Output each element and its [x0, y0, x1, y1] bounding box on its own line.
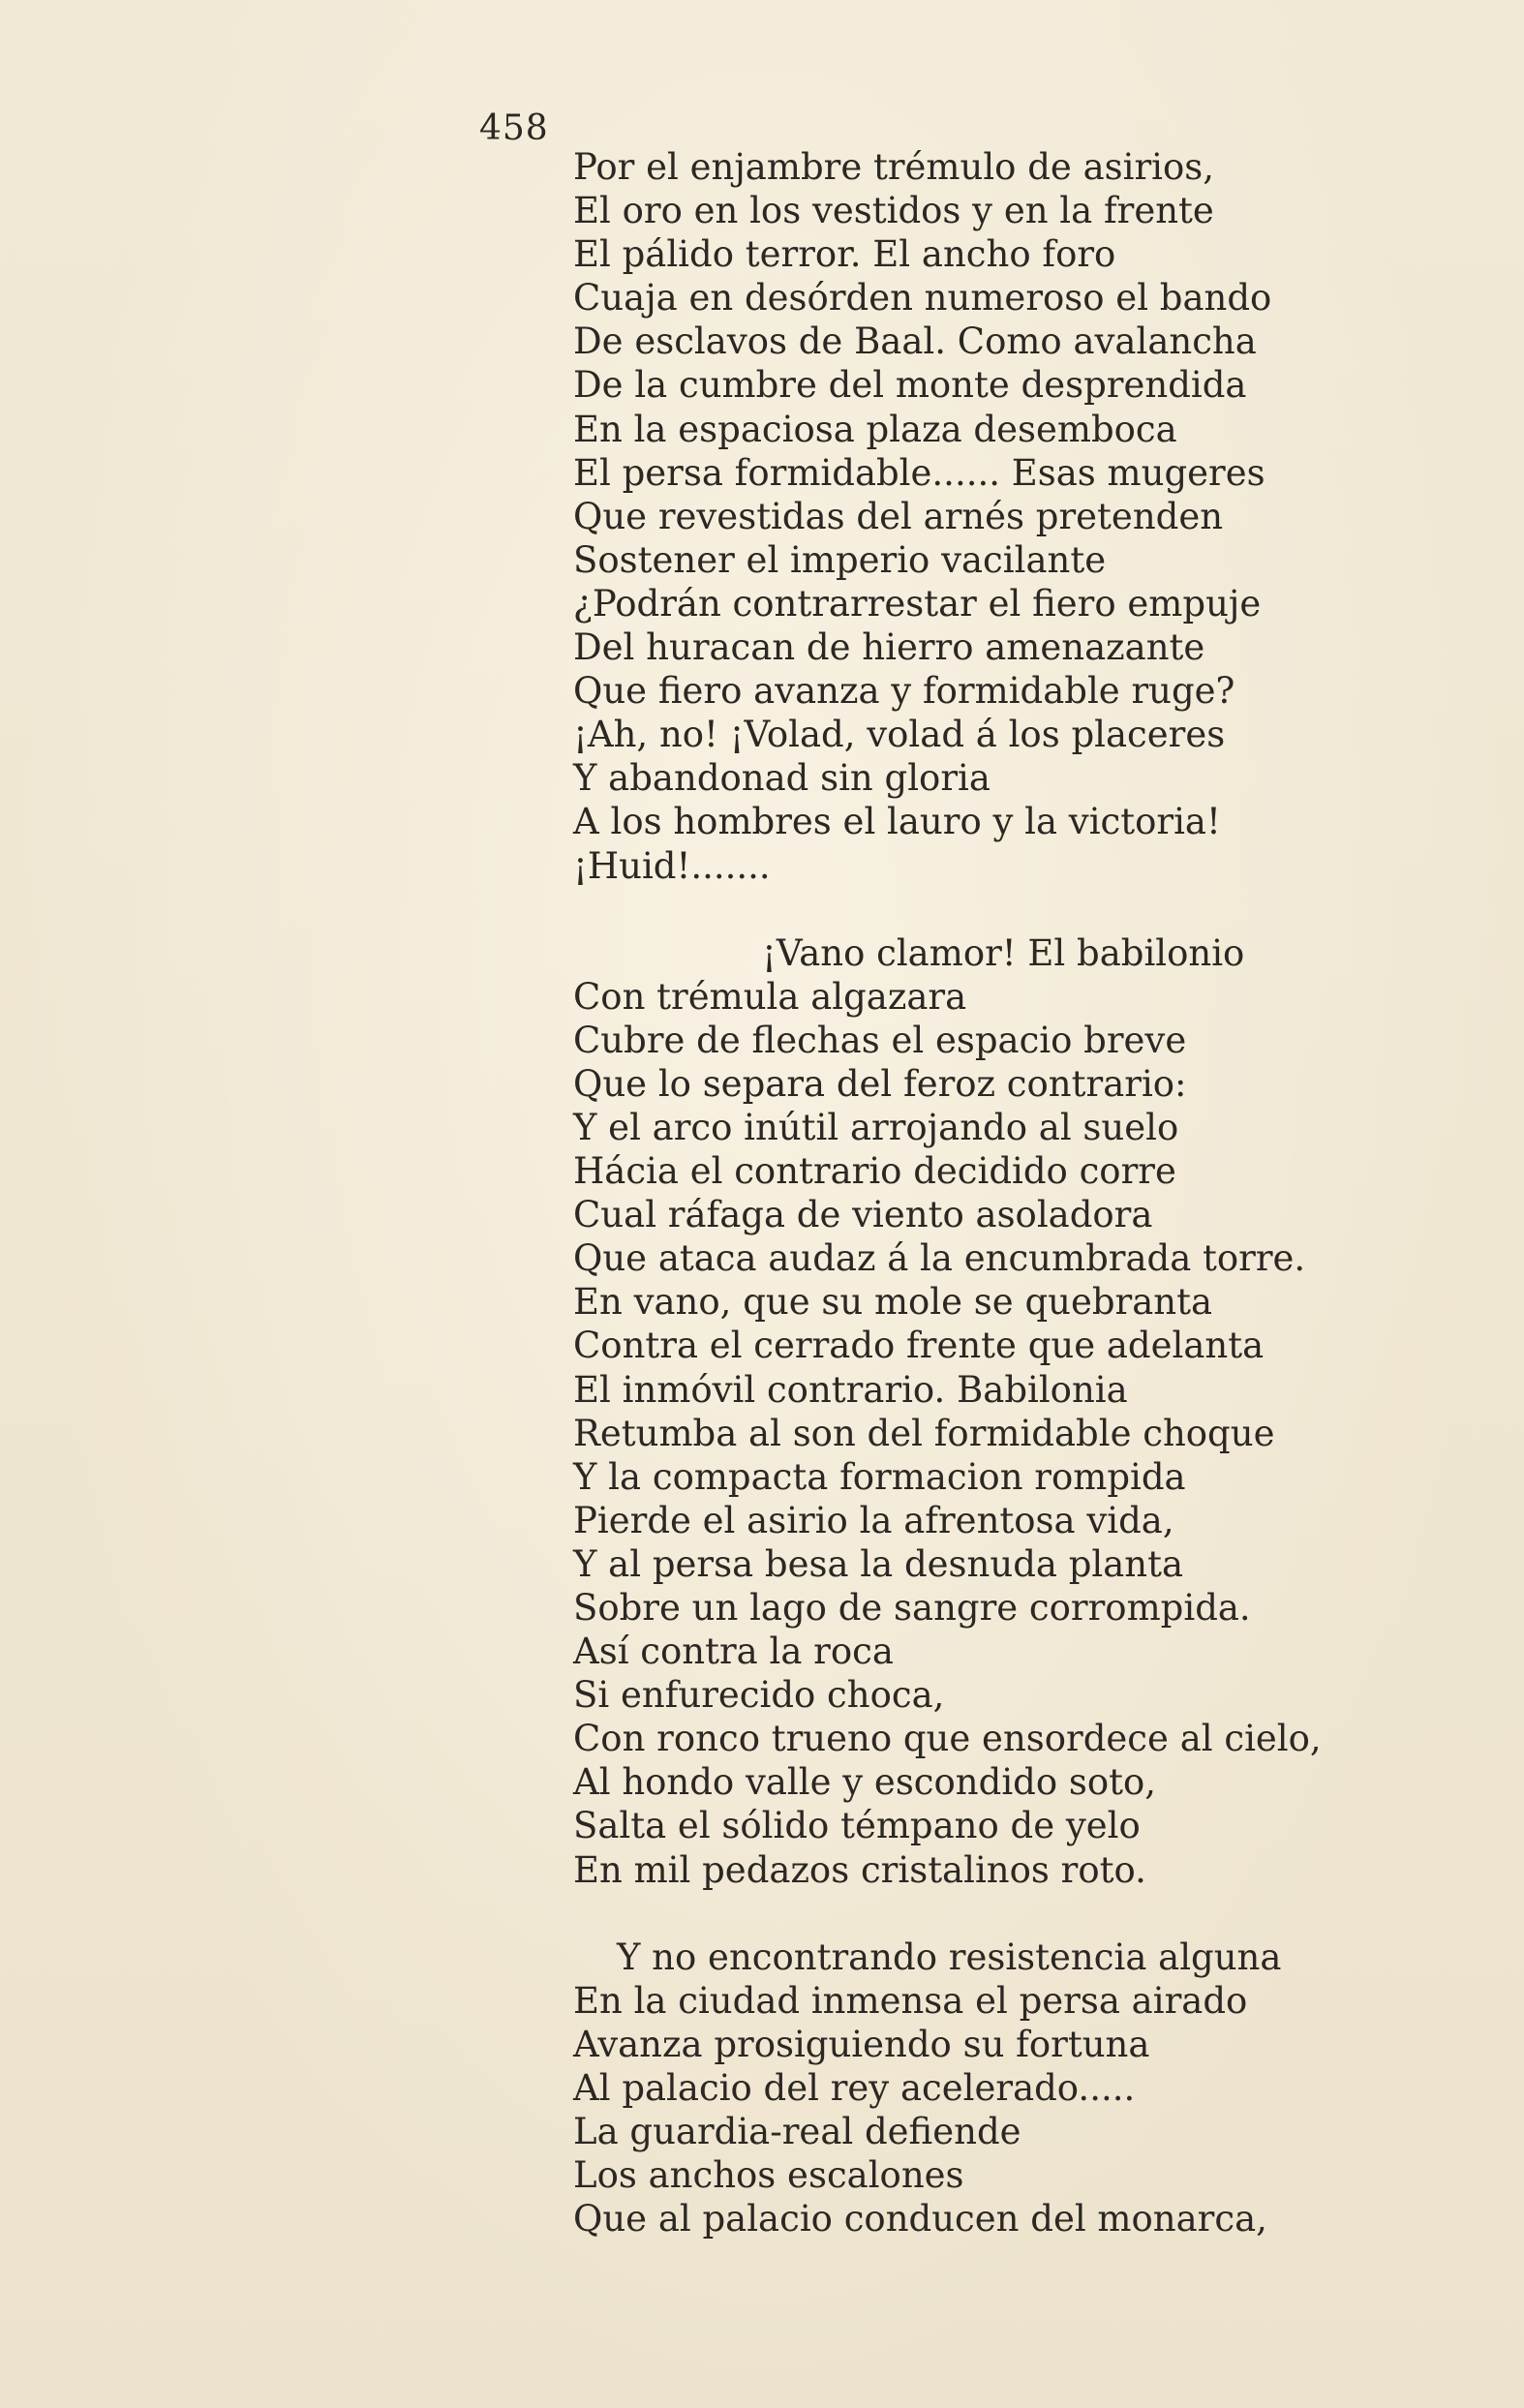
verse-line: El pálido terror. El ancho foro: [573, 233, 1116, 276]
verse-line: Si enfurecido choca,: [573, 1674, 945, 1717]
verse-line: Salta el sólido témpano de yelo: [573, 1805, 1141, 1847]
page-number: 458: [479, 108, 549, 148]
verse-line: Al hondo valle y escondido soto,: [573, 1761, 1157, 1804]
verse-line: ¡Ah, no! ¡Volad, volad á los placeres: [573, 714, 1226, 756]
verse-line: En la espaciosa plaza desemboca: [573, 408, 1177, 450]
verse-line: De la cumbre del monte desprendida: [573, 364, 1247, 407]
verse-line: De esclavos de Baal. Como avalancha: [573, 320, 1257, 363]
verse-line: El oro en los vestidos y en la frente: [573, 190, 1214, 232]
verse-line: Con ronco trueno que ensordece al cielo,: [573, 1718, 1322, 1760]
verse-line: Del huracan de hierro amenazante: [573, 626, 1205, 669]
verse-line: Contra el cerrado frente que adelanta: [573, 1325, 1265, 1367]
verse-line: Sobre un lago de sangre corrompida.: [573, 1587, 1251, 1629]
verse-line: La guardia-real defiende: [573, 2111, 1021, 2153]
verse-line: ¿Podrán contrarrestar el fiero empuje: [573, 582, 1262, 625]
poem-text: [573, 145, 1328, 2240]
verse-line: Avanza prosiguiendo su fortuna: [573, 2023, 1150, 2065]
verse-line: El persa formidable...... Esas mugeres: [573, 451, 1265, 494]
stanza-1: [573, 145, 1328, 888]
verse-line: Los anchos escalones: [573, 2154, 964, 2197]
verse-line: Y el arco inútil arrojando al suelo: [573, 1106, 1179, 1148]
stanza-gap: [573, 1892, 1328, 1936]
verse-line: Con trémula algazara: [573, 975, 967, 1018]
verse-line: Y abandonad sin gloria: [573, 757, 991, 800]
verse-line-indented: Y no encontrando resistencia alguna: [617, 1936, 1282, 1978]
verse-line: A los hombres el lauro y la victoria!: [573, 801, 1221, 843]
verse-line: Que ataca audaz á la encumbrada torre.: [573, 1237, 1306, 1280]
verse-line: Y la compacta formacion rompida: [573, 1455, 1186, 1498]
verse-line: El inmóvil contrario. Babilonia: [573, 1368, 1128, 1411]
verse-line: Que al palacio conducen del monarca,: [573, 2198, 1267, 2240]
verse-line: Pierde el asirio la afrentosa vida,: [573, 1499, 1174, 1541]
verse-line: Al palacio del rey acelerado.....: [573, 2066, 1136, 2109]
stanza-2: [573, 931, 1328, 1892]
verse-line: Sostener el imperio vacilante: [573, 538, 1107, 581]
verse-line: En vano, que su mole se quebranta: [573, 1281, 1213, 1324]
verse-line: Que revestidas del arnés pretenden: [573, 495, 1224, 537]
stanza-gap: [573, 888, 1328, 931]
verse-line: Hácia el contrario decidido corre: [573, 1150, 1176, 1193]
verse-line: Cual ráfaga de viento asoladora: [573, 1194, 1153, 1236]
verse-line-indented: ¡Vano clamor! El babilonio: [762, 931, 1245, 974]
verse-line: Por el enjambre trémulo de asirios,: [573, 146, 1214, 188]
verse-line: En la ciudad inmensa el persa airado: [573, 1979, 1248, 2022]
verse-line: Así contra la roca: [573, 1631, 894, 1673]
verse-line: En mil pedazos cristalinos roto.: [573, 1848, 1146, 1891]
verse-line: Cuaja en desórden numeroso el bando: [573, 277, 1272, 320]
verse-line: Cubre de flechas el espacio breve: [573, 1019, 1187, 1061]
verse-line: Que fiero avanza y formidable ruge?: [573, 670, 1235, 713]
verse-line: Que lo separa del feroz contrario:: [573, 1062, 1187, 1105]
verse-line: Y al persa besa la desnuda planta: [573, 1542, 1184, 1585]
verse-line: ¡Huid!.......: [573, 844, 771, 887]
stanza-3: [573, 1936, 1328, 2241]
verse-line: Retumba al son del formidable choque: [573, 1412, 1275, 1454]
